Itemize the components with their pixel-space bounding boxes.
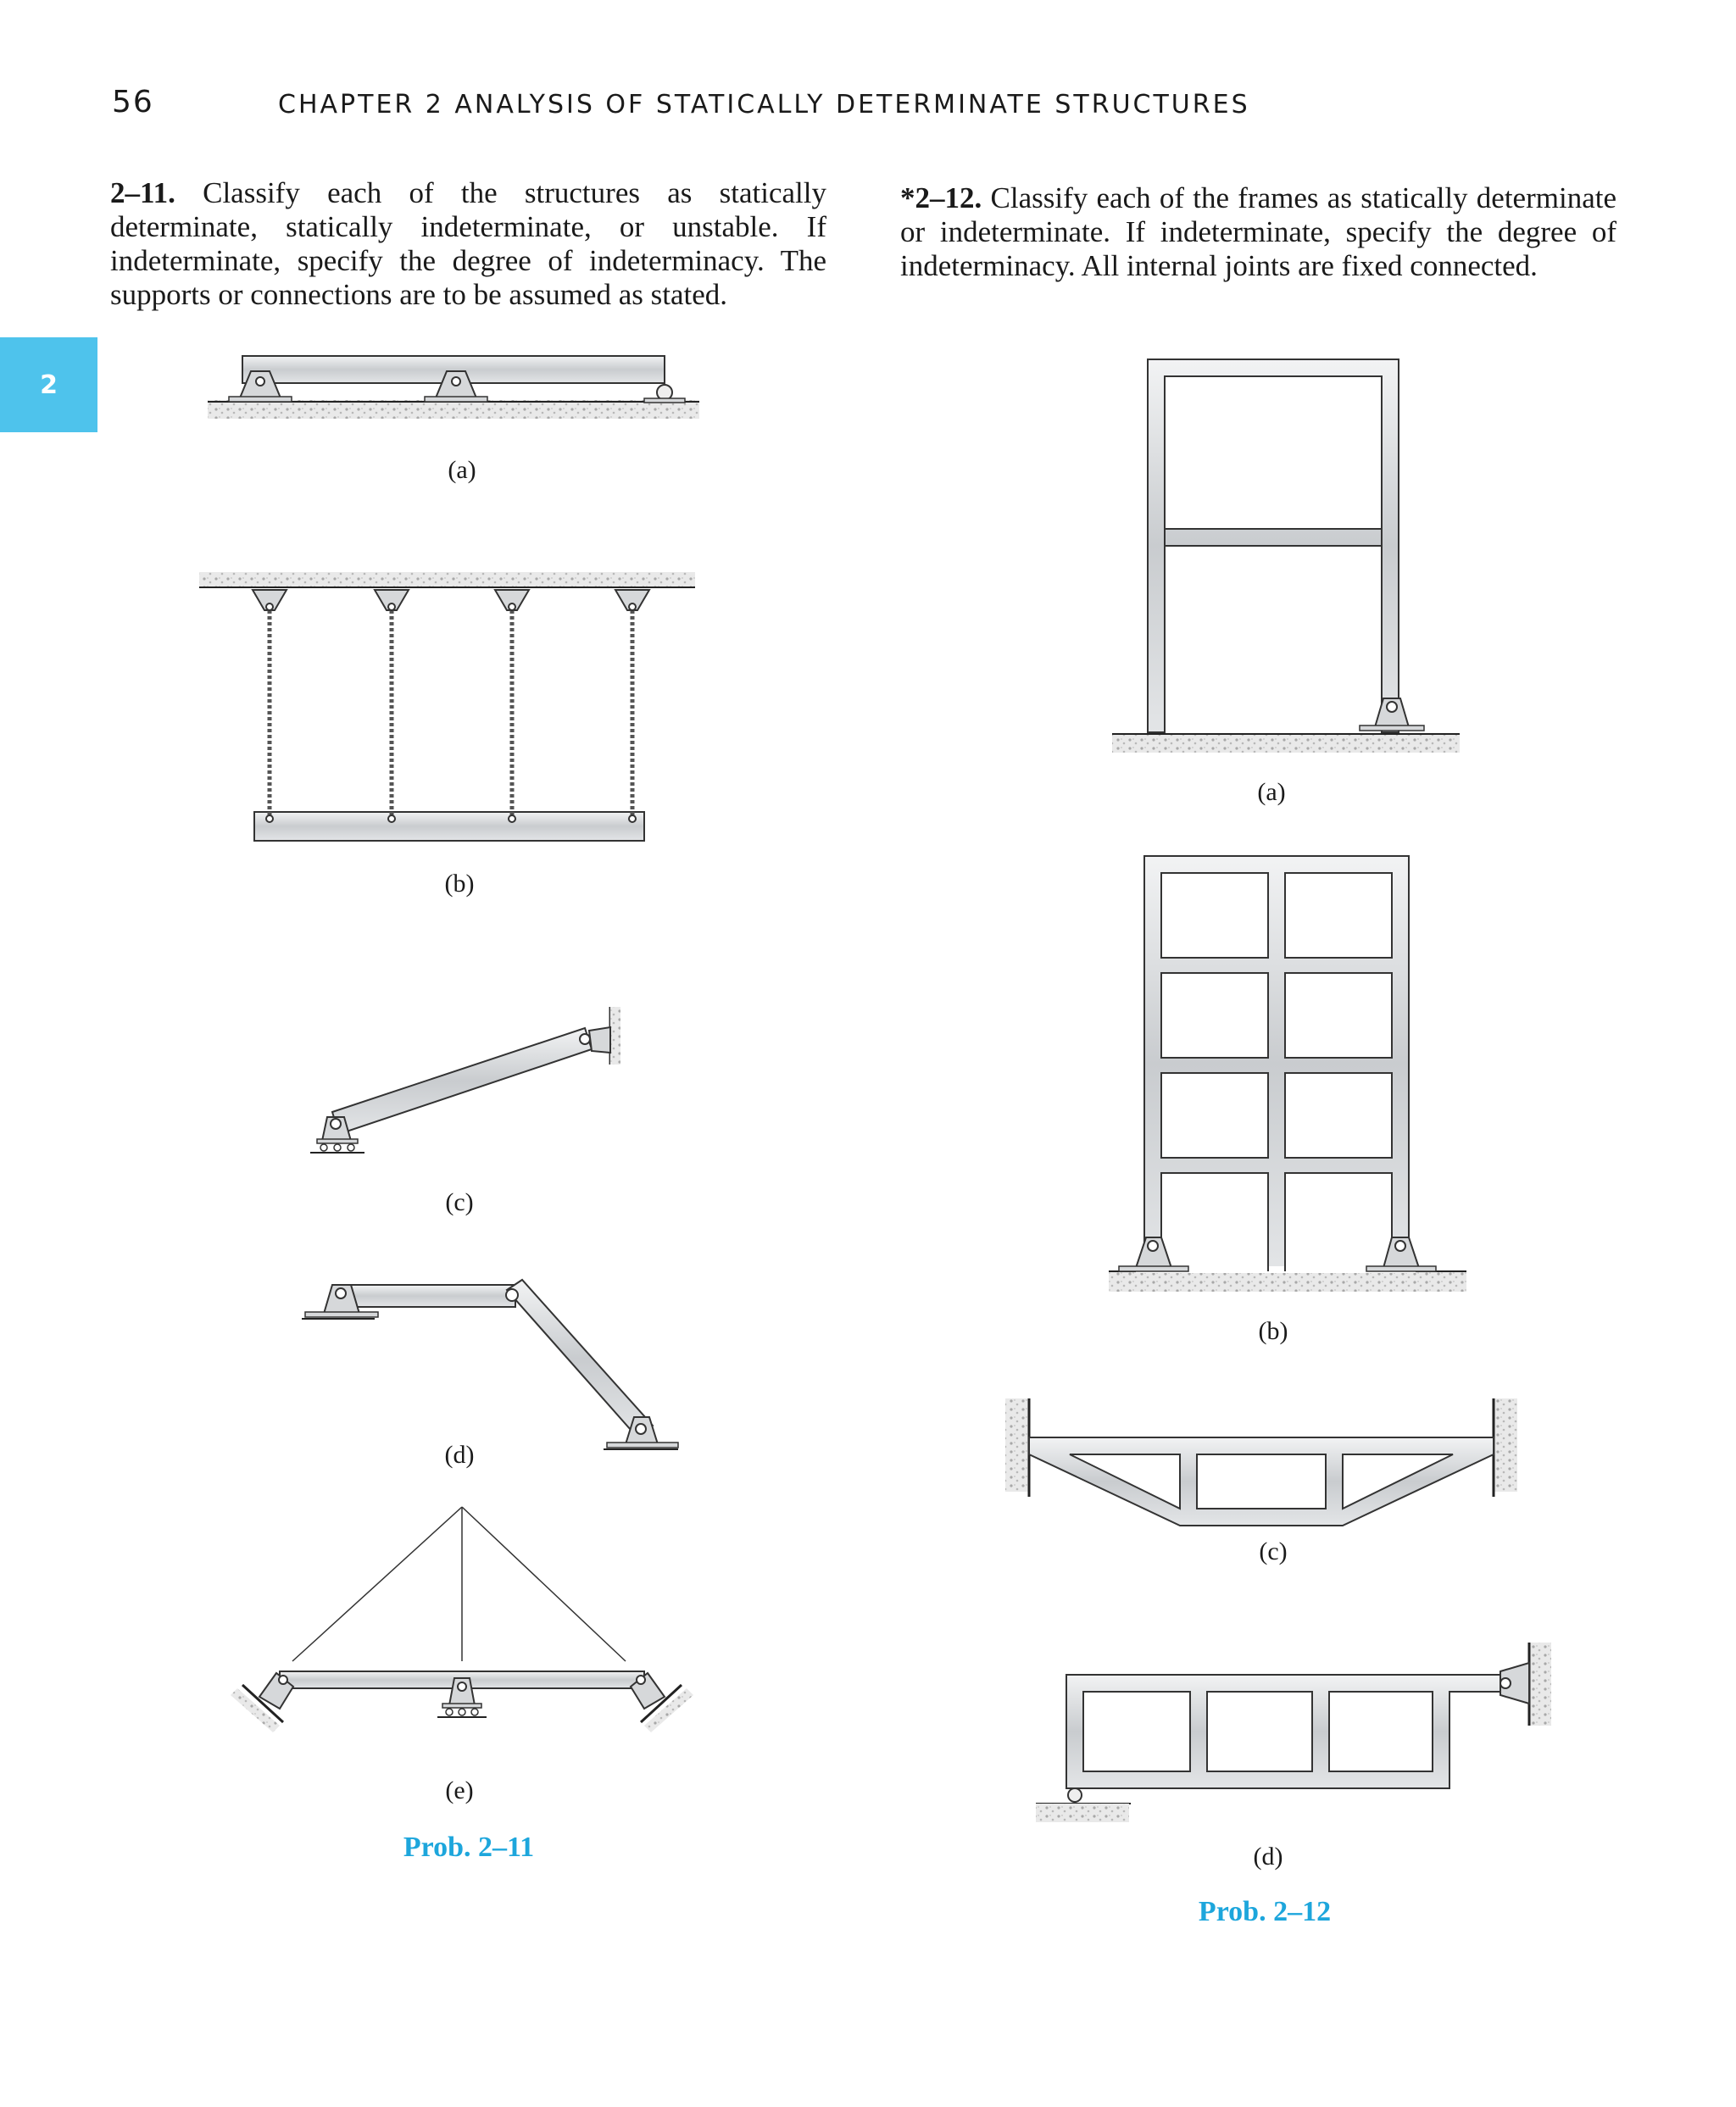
label-2-12-b: (b) <box>1258 1317 1288 1345</box>
figure-2-12-b <box>1109 856 1466 1292</box>
figure-2-11-b <box>199 572 695 841</box>
figure-2-11-e <box>231 1507 693 1732</box>
label-2-12-d: (d) <box>1253 1843 1283 1871</box>
figure-2-12-d <box>1036 1643 1551 1822</box>
problem-2-12-number: *2–12. <box>900 181 982 214</box>
problem-2-12-body: Classify each of the frames as statically determinate or indeterminate. If indeterminate, specify the degree of indeterminacy. All internal joints are fixed connected. <box>900 181 1616 282</box>
label-2-11-a: (a) <box>448 456 476 484</box>
label-2-11-d: (d) <box>444 1441 475 1469</box>
caption-prob-2-11: Prob. 2–11 <box>403 1832 535 1863</box>
caption-prob-2-12: Prob. 2–12 <box>1198 1896 1332 1927</box>
label-2-11-e: (e) <box>445 1776 474 1804</box>
figure-2-11-a <box>208 356 699 419</box>
figure-2-12-a <box>1112 359 1460 753</box>
problem-2-11-number: 2–11. <box>110 176 175 209</box>
figure-2-11-d <box>302 1280 678 1449</box>
running-head: CHAPTER 2 ANALYSIS OF STATICALLY DETERMINATE STRUCTURES <box>278 90 1250 120</box>
page-number: 56 <box>112 85 154 120</box>
label-2-11-c: (c) <box>445 1188 474 1216</box>
label-2-12-c: (c) <box>1259 1537 1288 1565</box>
chapter-tab: 2 <box>0 337 97 432</box>
figure-2-11-c <box>310 1007 620 1153</box>
problem-2-11-body: Classify each of the structures as statically determinate, statically indeterminate, or unstable. If indeterminate, specify the degree of indeterminacy. The supports or connections are to be assumed as stated. <box>110 176 826 311</box>
label-2-11-b: (b) <box>444 870 475 898</box>
figure-2-12-c <box>1005 1398 1517 1526</box>
label-2-12-a: (a) <box>1257 778 1286 806</box>
